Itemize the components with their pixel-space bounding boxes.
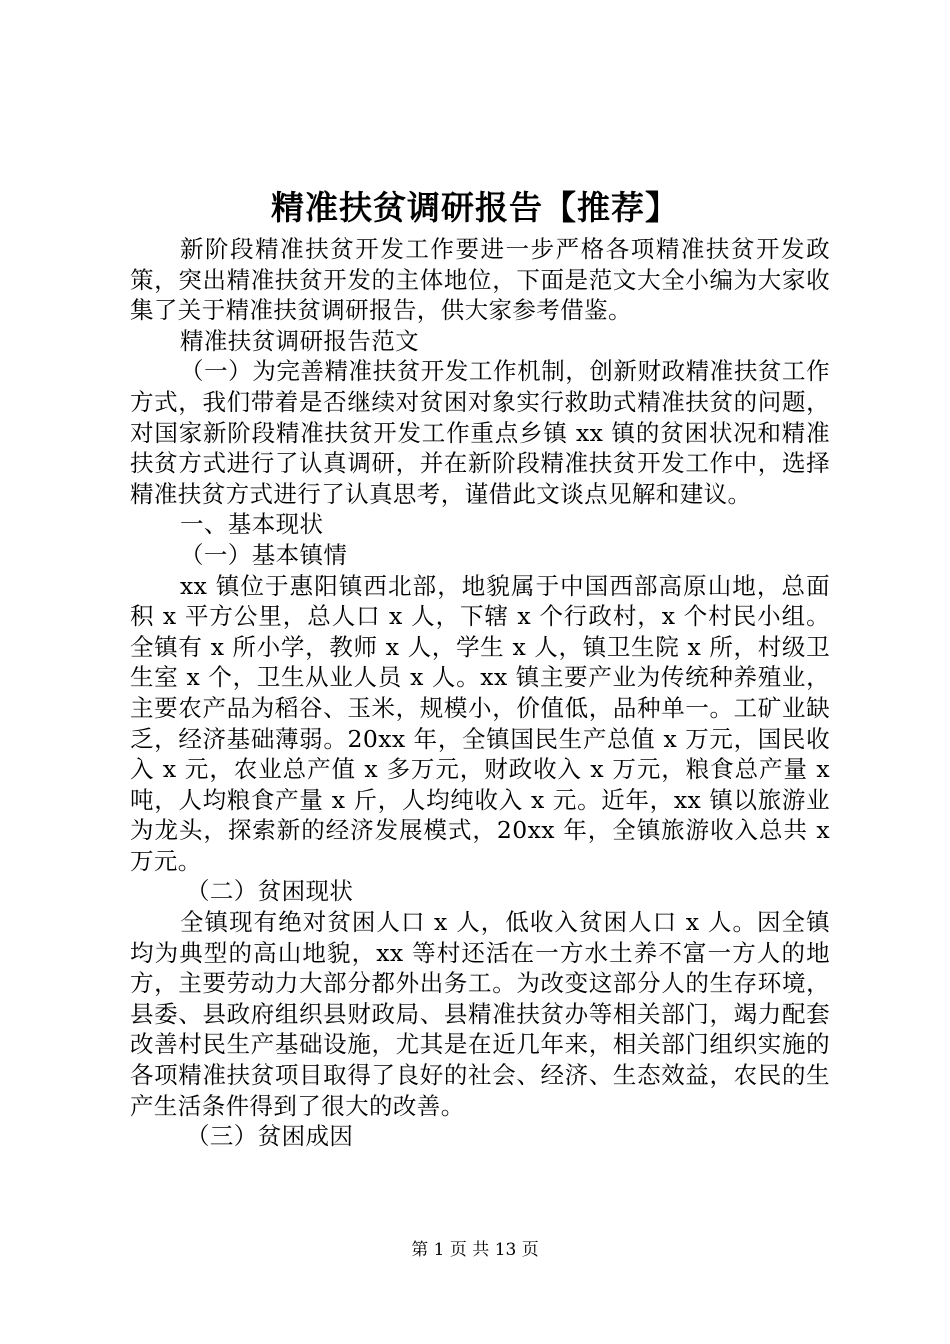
paragraph-purpose: （一）为完善精准扶贫开发工作机制，创新财政精准扶贫工作方式，我们带着是否继续对贫困对象实行救助式精准扶贫的问题，对国家新阶段精准扶贫开发工作重点乡镇 xx 镇的贫困状况和精准扶贫方式进行了认真调研，并在新阶段精准扶贫开发工作中，选择精准扶贫方式进行了认真思考，谨借此文谈点见解和建议。 [130,357,830,508]
section-heading-sample: 精准扶贫调研报告范文 [180,326,419,355]
paragraph-poverty-status: 全镇现有绝对贫困人口 x 人，低收入贫困人口 x 人。因全镇均为典型的高山地貌，xx 等村还活在一方水土养不富一方人的地方，主要劳动力大部分都外出务工。为改变这部分人的生存环境，县委、县政府组织县财政局、县精准扶贫办等相关部门，竭力配套改善村民生产基础设施，尤其是在近几年来，相关部门组织实施的各项精准扶贫项目取得了良好的社会、经济、生态效益，农民的生产生活条件得到了很大的改善。 [130,908,830,1120]
document-body [130,234,830,1152]
paragraph-town-overview: xx 镇位于惠阳镇西北部，地貌属于中国西部高原山地，总面积 x 平方公里，总人口 x 人，下辖 x 个行政村，x 个村民小组。全镇有 x 所小学，教师 x 人，学生 x 人，镇卫生院 x 所，村级卫生室 x 个，卫生从业人员 x 人。xx 镇主要产业为传统种养殖业，主要农产品为稻谷、玉米，规模小，价值低，品种单一。工矿业缺乏，经济基础薄弱。20xx 年，全镇国民生产总值 x 万元，国民收入 x 元，农业总产值 x 多万元，财政收入 x 万元，粮食总产量 x 吨，人均粮食产量 x 斤，人均纯收入 x 元。近年，xx 镇以旅游业为龙头，探索新的经济发展模式，20xx 年，全镇旅游收入总共 x 万元。 [130,571,830,875]
heading-town-overview: （一）基本镇情 [180,540,348,569]
page-footer: 第 1 页 共 13 页 [411,1240,539,1260]
intro-paragraph: 新阶段精准扶贫开发工作要进一步严格各项精准扶贫开发政策，突出精准扶贫开发的主体地位，下面是范文大全小编为大家收集了关于精准扶贫调研报告，供大家参考借鉴。 [130,235,830,325]
heading-basic-status: 一、基本现状 [180,510,324,539]
heading-poverty-status: （二）贫困现状 [186,877,354,906]
document-title: 精准扶贫调研报告【推荐】 [271,188,679,227]
heading-poverty-causes: （三）贫困成因 [186,1122,354,1151]
